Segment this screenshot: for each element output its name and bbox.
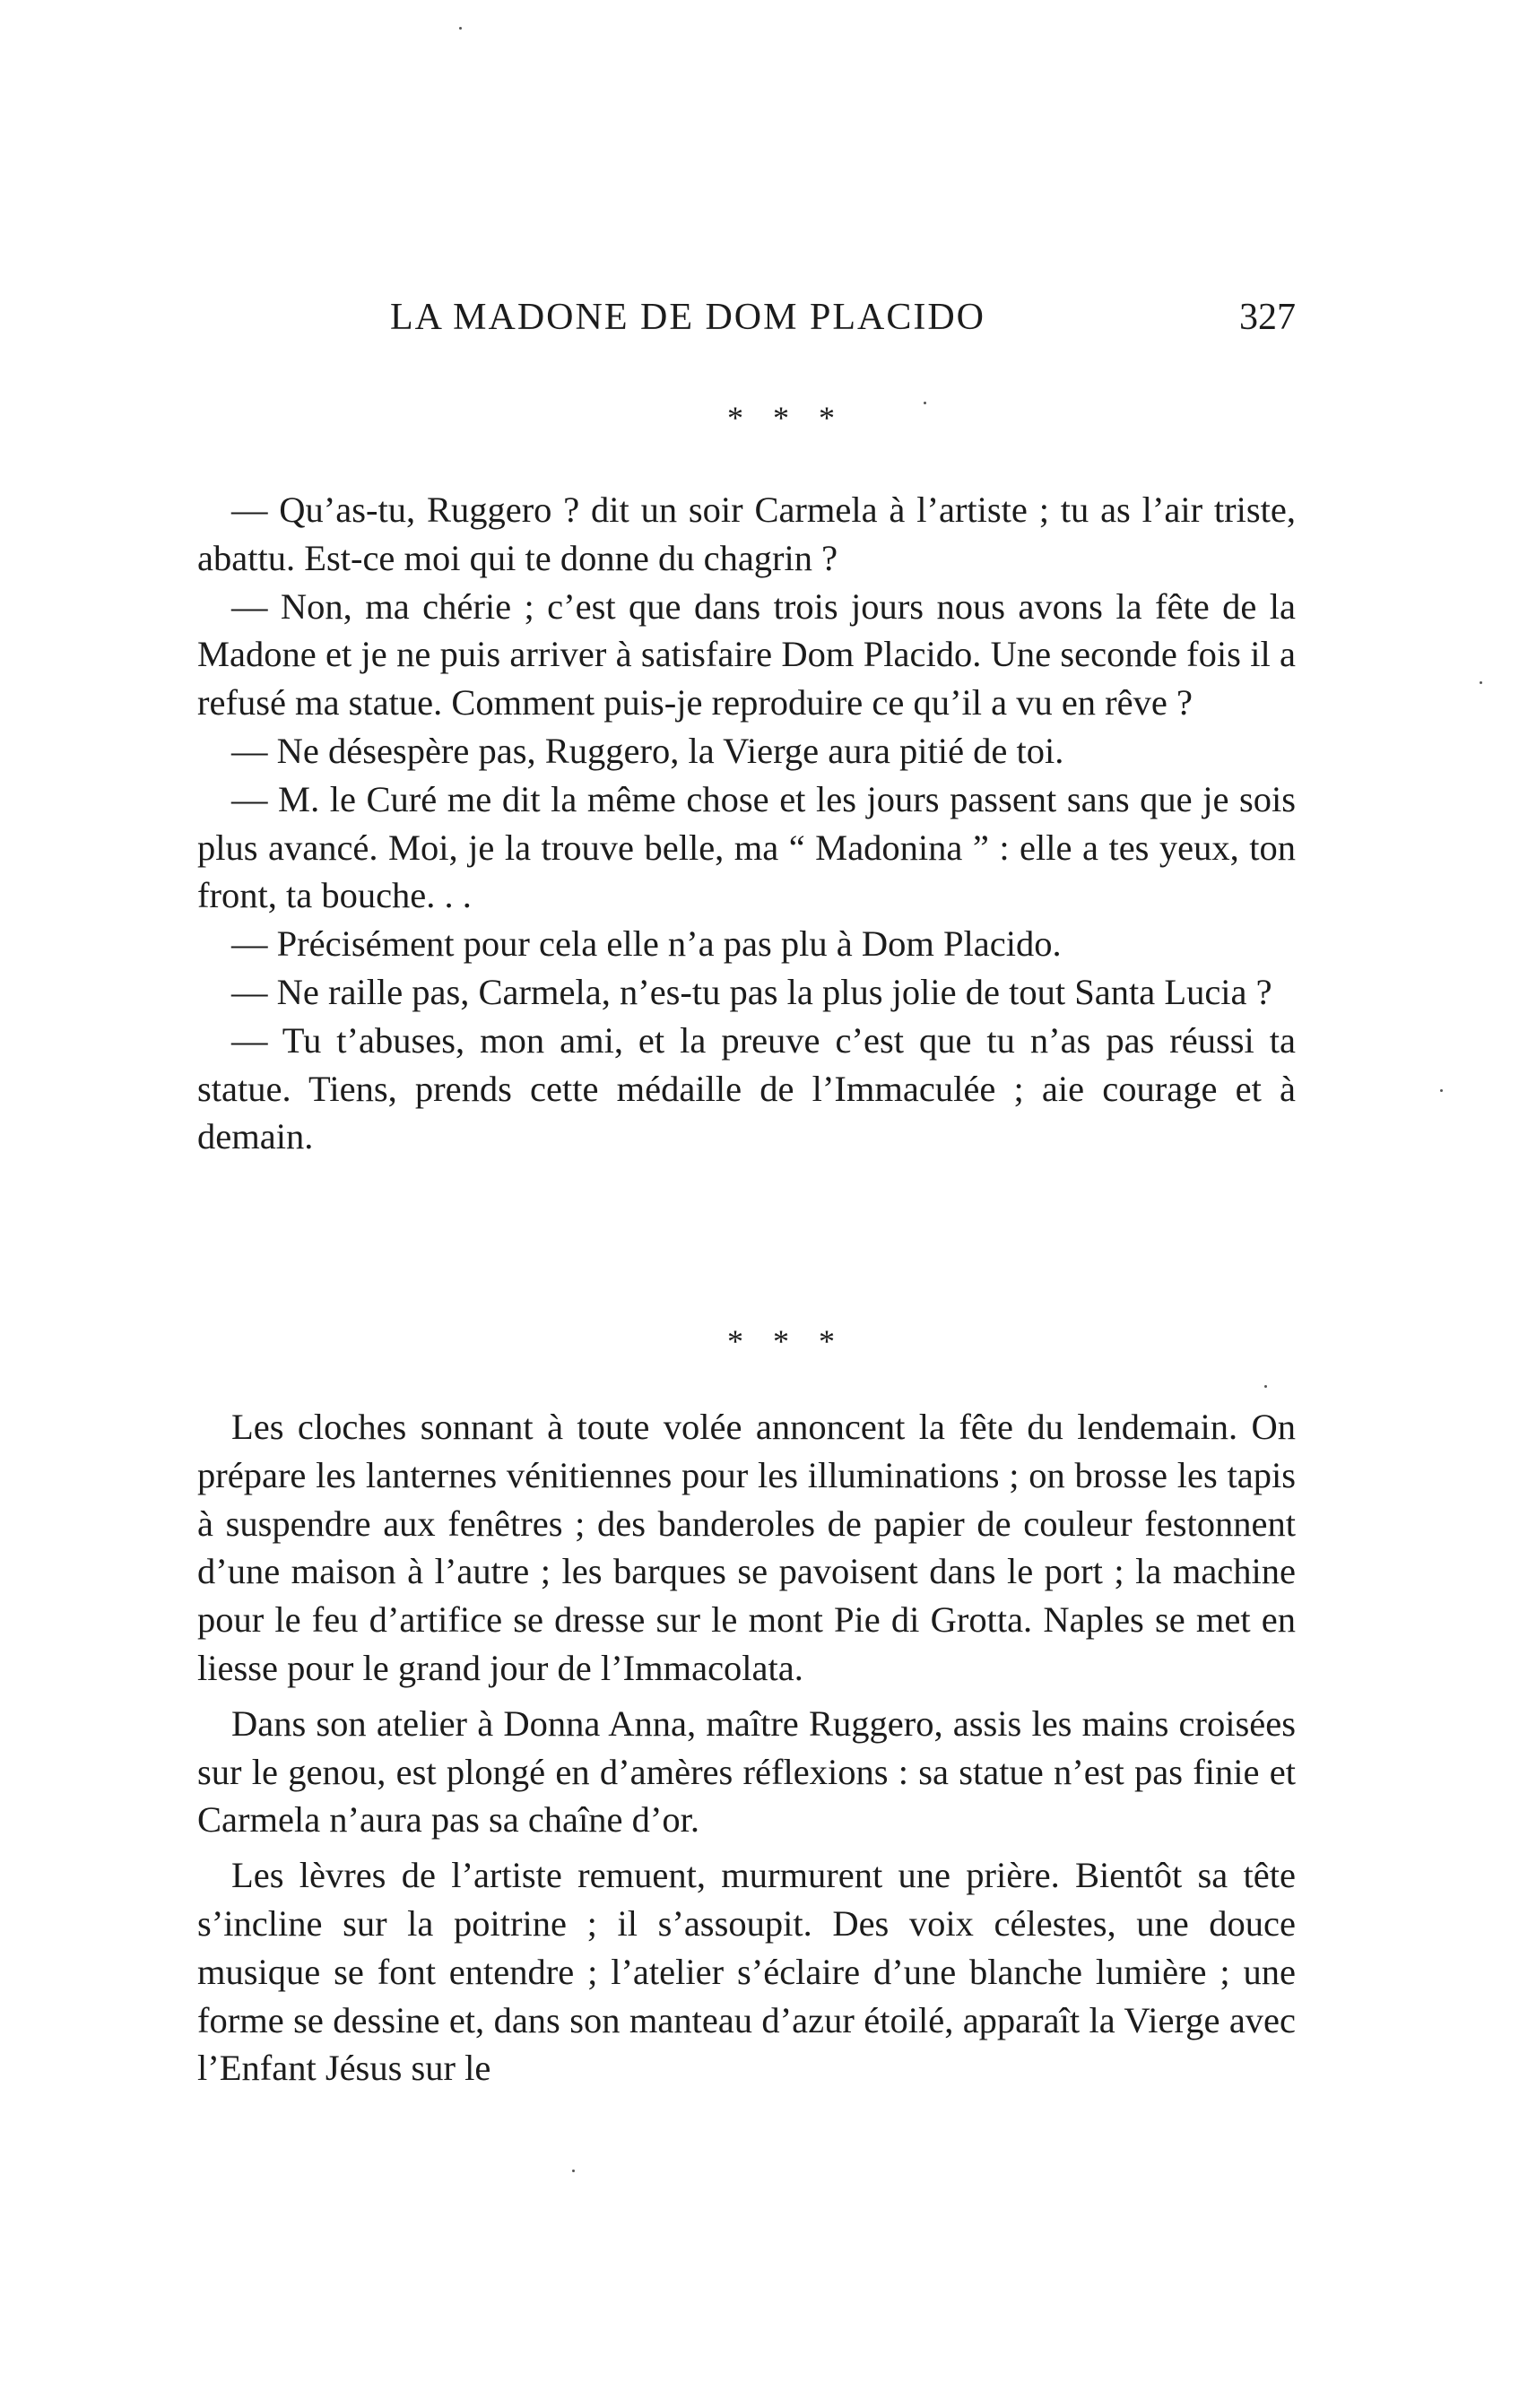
section-separator: * * * <box>727 1323 846 1359</box>
dialogue-line: — Tu t’abuses, mon ami, et la preuve c’est que tu n’as pas réussi ta statue. Tiens, prends cette médaille de l’Immaculée ; aie courage et à demain. <box>197 1019 1296 1157</box>
print-speck <box>1440 1089 1443 1092</box>
dialogue-section <box>197 486 1296 1161</box>
narrative-paragraph: Les lèvres de l’artiste remuent, murmurent une prière. Bientôt sa tête s’incline sur la poitrine ; il s’assoupit. Des voix célestes, une douce musique se font entendre ; l’atelier s’éclaire d’une blanche lumière ; une forme se dessine et, dans son manteau d’azur étoilé, apparaît la Vierge avec l’Enfant Jésus sur le <box>197 1855 1296 2089</box>
print-speck <box>924 402 926 404</box>
print-speck <box>1480 681 1482 684</box>
page-number: 327 <box>1239 297 1296 338</box>
dialogue-line: — Précisément pour cela elle n’a pas plu à Dom Placido. <box>231 923 1062 965</box>
print-speck <box>459 27 462 30</box>
narrative-paragraph: Les cloches sonnant à toute volée annoncent la fête du lendemain. On prépare les lanternes vénitiennes pour les illuminations ; on brosse les tapis à suspendre aux fenêtres ; des banderoles de papier de couleur festonnent d’une maison à l’autre ; les barques se pavoisent dans le port ; la machine pour le feu d’artifice se dresse sur le mont Pie di Grotta. Naples se met en liesse pour le grand jour de l’Immacolata. <box>197 1407 1296 1688</box>
dialogue-line: — M. le Curé me dit la même chose et les jours passent sans que je sois plus avancé. Moi, je la trouve belle, ma “ Madonina ” : elle a tes yeux, ton front, ta bouche. . . <box>197 778 1296 916</box>
dialogue-line: — Ne raille pas, Carmela, n’es-tu pas la plus jolie de tout Santa Lucia ? <box>231 971 1272 1012</box>
narrative-paragraph: Dans son atelier à Donna Anna, maître Ruggero, assis les mains croisées sur le genou, est plongé en d’amères réflexions : sa statue n’est pas finie et Carmela n’aura pas sa chaîne d’or. <box>197 1702 1296 1841</box>
running-title: LA MADONE DE DOM PLACIDO <box>390 297 985 338</box>
print-speck <box>1264 1385 1267 1388</box>
narrative-section <box>197 1403 1296 2092</box>
dialogue-line: — Qu’as-tu, Ruggero ? dit un soir Carmela à l’artiste ; tu as l’air triste, abattu. Est-ce moi qui te donne du chagrin ? <box>197 489 1296 578</box>
dialogue-line: — Non, ma chérie ; c’est que dans trois jours nous avons la fête de la Madone et je ne puis arriver à satisfaire Dom Placido. Une seconde fois il a refusé ma statue. Comment puis-je reproduire ce qu’il a vu en rêve ? <box>197 585 1296 723</box>
print-speck <box>572 2170 575 2172</box>
page-header <box>390 296 1296 350</box>
dialogue-line: — Ne désespère pas, Ruggero, la Vierge aura pitié de toi. <box>231 730 1064 771</box>
section-separator: * * * <box>727 400 846 436</box>
